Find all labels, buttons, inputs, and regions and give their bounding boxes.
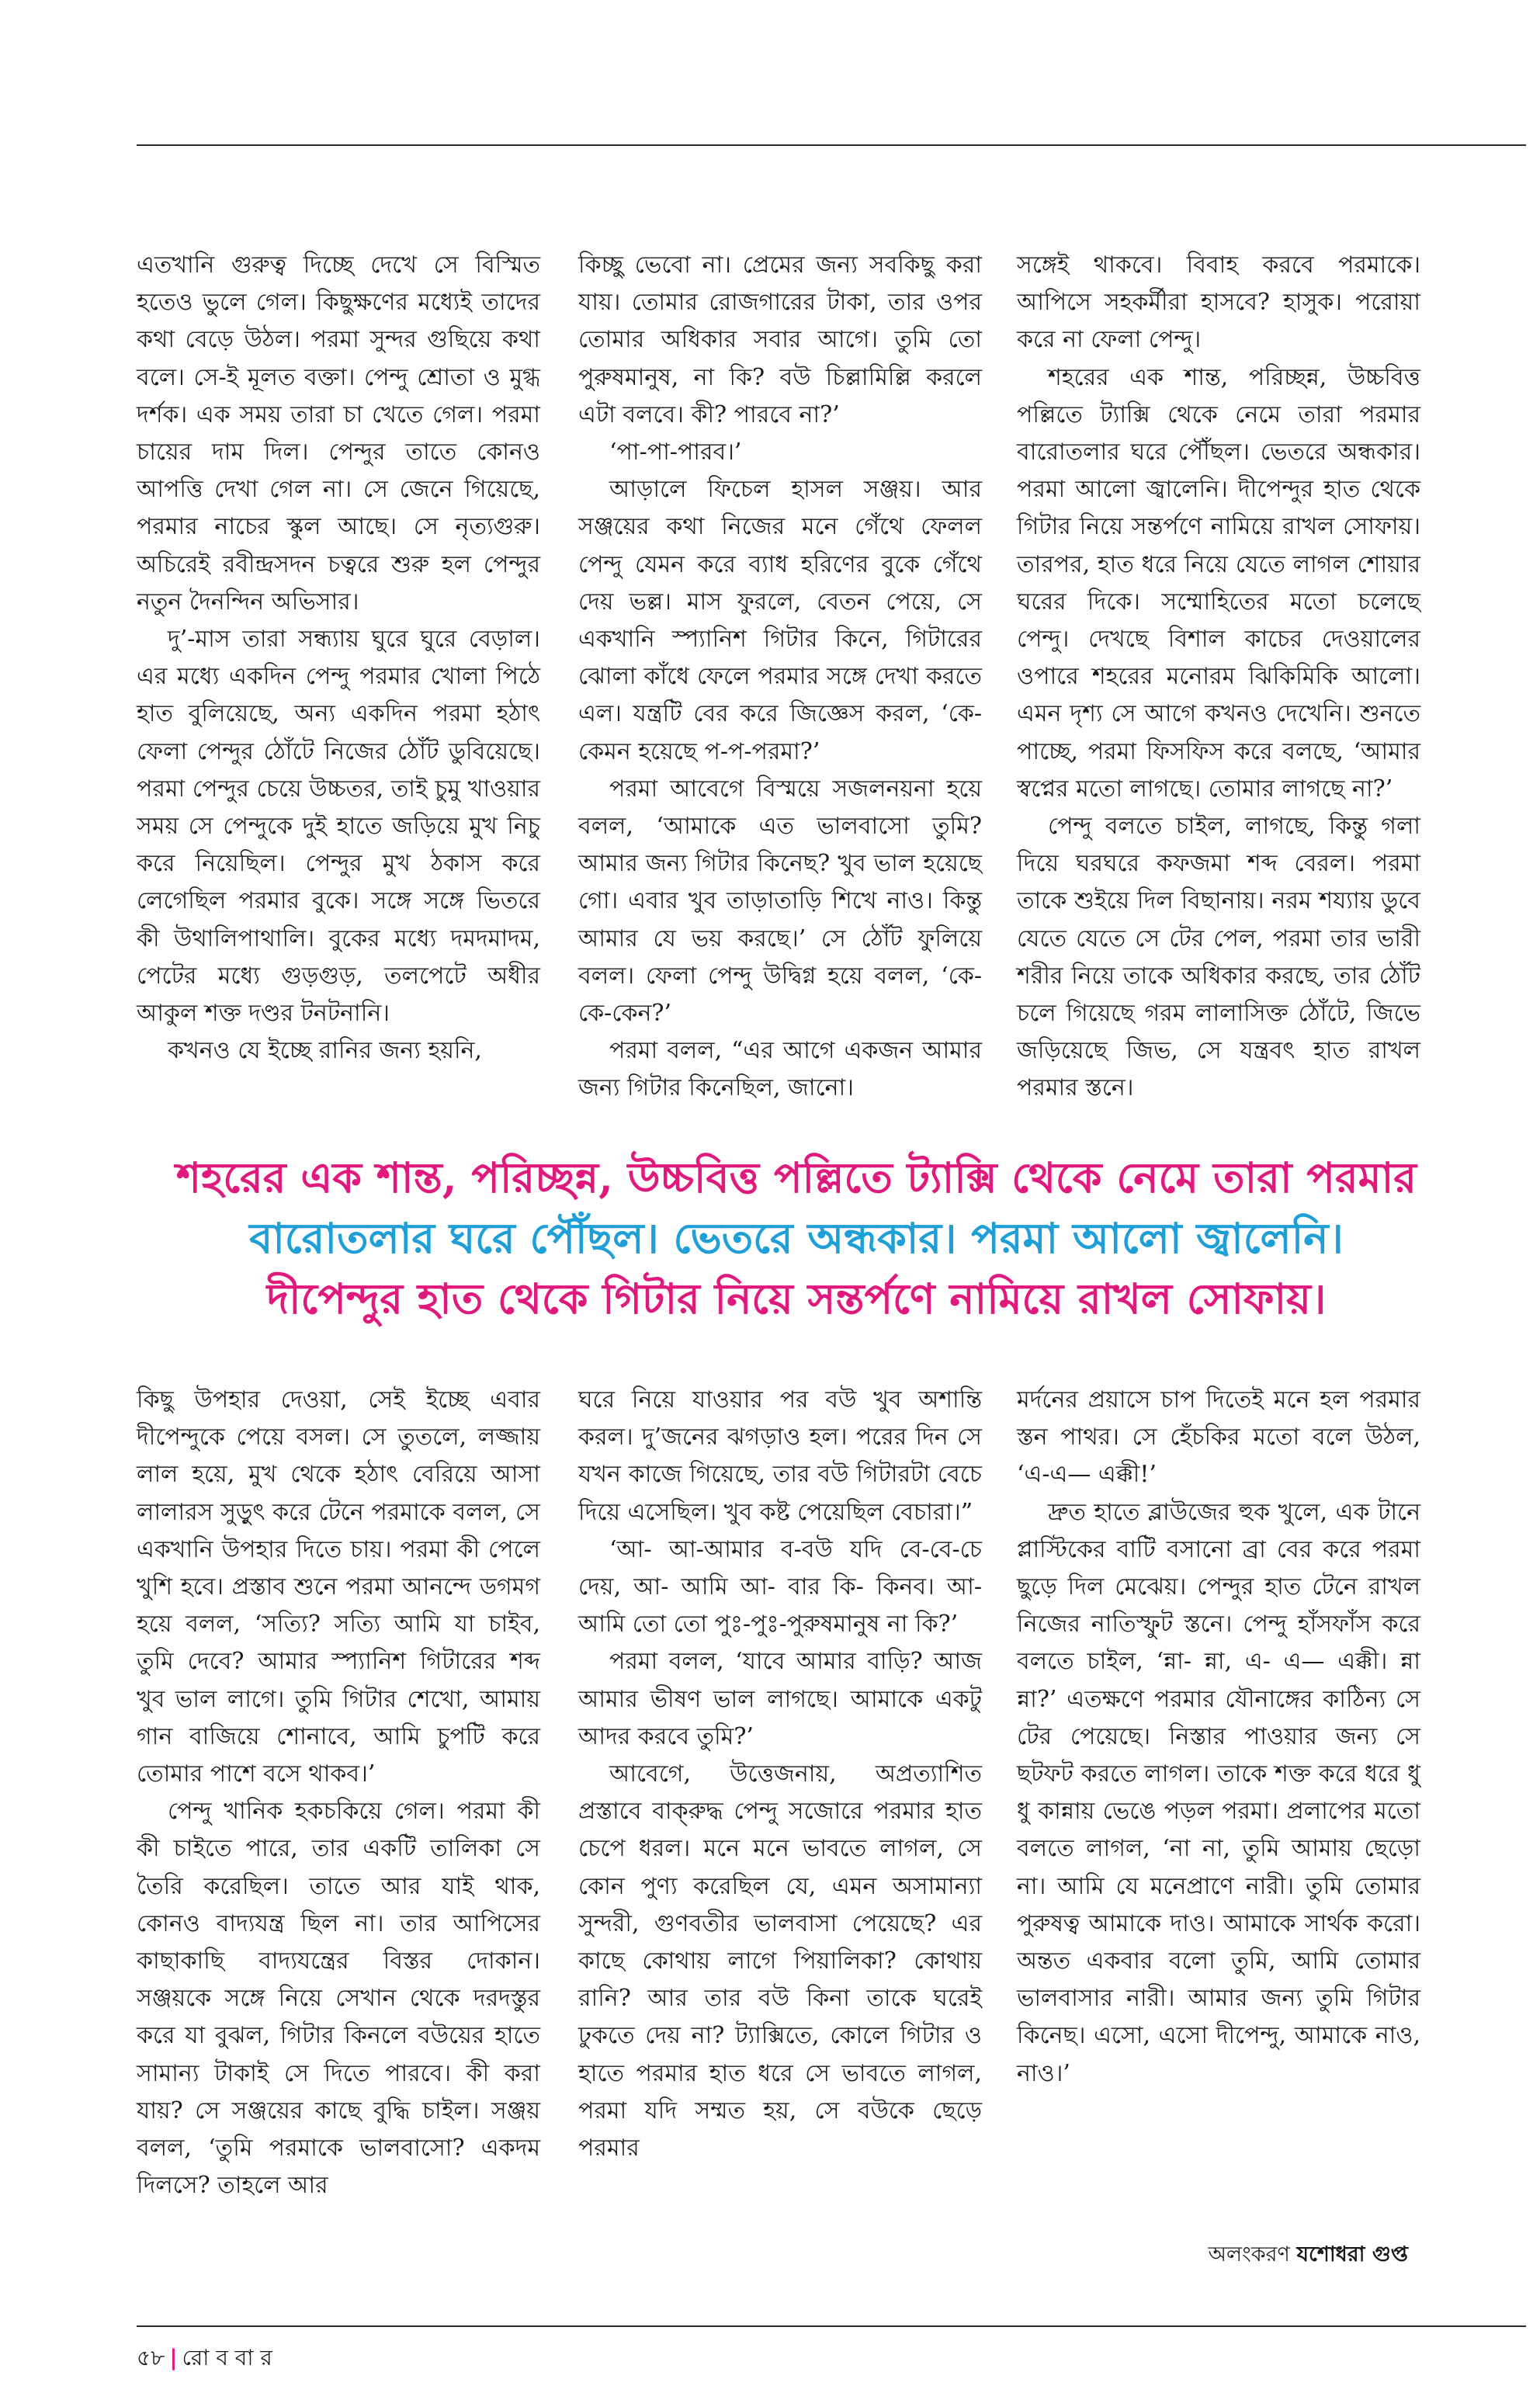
bottom-rule (137, 2325, 1526, 2327)
paragraph: পরমা আবেগে বিস্ময়ে সজলনয়না হয়ে বলল, ‘আমাকে এত ভালবাসো তুমি? আমার জন্য গিটার কিনেছ? খুব ভাল হয়েছে গো। এবার খুব তাড়াতাড়ি শিখে নাও। কিন্তু আমার যে ভয় করছে।’ সে ঠোঁট ফুলিয়ে বলল। ফেলা পেন্দু উদ্বিগ্ন হয়ে বলল, ‘কে-কে-কেন?’ (578, 775, 982, 1028)
illustration-credit (1209, 2239, 1408, 2273)
paragraph: পরমা বলল, ‘যাবে আমার বাড়ি? আজ আমার ভীষণ ভাল লাগছে। আমাকে একটু আদর করবে তুমি?’ (578, 1648, 982, 1750)
article-column-top-left (137, 247, 540, 1139)
paragraph: কখনও যে ইচ্ছে রানির জন্য হয়নি, (168, 1037, 482, 1065)
pull-quote-line-3: দীপেন্দুর হাত থেকে গিটার নিয়ে সন্তর্পণে নামিয়ে রাখল সোফায়। (266, 1274, 1327, 1323)
top-rule (137, 144, 1526, 146)
paragraph: আড়ালে ফিচেল হাসল সঞ্জয়। আর সঞ্জয়ের কথা নিজের মনে গেঁথে ফেলল পেন্দু যেমন করে ব্যাধ হরিণের বুকে গেঁথে দেয় ভল্ল। মাস ফুরলে, বেতন পেয়ে, সে একখানি স্প্যানিশ গিটার কিনে, গিটারের ঝোলা কাঁধে ফেলে পরমার সঙ্গে দেখা করতে এল। যন্ত্রটি বের করে জিজ্ঞেস করল, ‘কে- কেমন হয়েছে প-প-পরমা?’ (578, 476, 982, 765)
pull-quote (137, 1147, 1456, 1329)
pull-quote-line-2: বারোতলার ঘরে পৌঁছল। ভেতরে অন্ধকার। পরমা আলো জ্বালেনি। (249, 1213, 1344, 1263)
paragraph: কিছু উপহার দেওয়া, সেই ইচ্ছে এবার দীপেন্দুকে পেয়ে বসল। সে তুতলে, লজ্জায় লাল হয়ে, মুখ থেকে হঠাৎ বেরিয়ে আসা লালারস সুড়ুৎ করে টেনে পরমাকে বলল, সে একখানি উপহার দিতে চায়। পরমা কী পেলে খুশি হবে। প্রস্তাব শুনে পরমা আনন্দে ডগমগ হয়ে বলল, ‘সত্যি? সত্যি আমি যা চাইব, তুমি দেবে? আমার স্প্যানিশ গিটারের শব্দ খুব ভাল লাগে। তুমি গিটার শেখো, আমায় গান বাজিয়ে শোনাবে, আমি চুপটি করে তোমার পাশে বসে থাকব।’ (137, 1386, 540, 1788)
article-column-bottom-middle (578, 1382, 982, 2243)
paragraph: ‘আ- আ-আমার ব-বউ যদি বে-বে-চে দেয়, আ- আমি আ- বার কি- কিনব। আ- আমি তো তো পুঃ-পুঃ-পুরুষমানুষ না কি?’ (578, 1535, 982, 1639)
magazine-name: রো ব বা র (182, 2345, 272, 2370)
paragraph: কিচ্ছু ভেবো না। প্রেমের জন্য সবকিছু করা যায়। তোমার রোজগারের টাকা, তার ওপর তোমার অধিকার সবার আগে। তুমি তো পুরুষমানুষ, না কি? বউ চিল্লামিল্লি করলে এটা বলবে। কী? পারবে না?’ (578, 251, 982, 428)
paragraph: মর্দনের প্রয়াসে চাপ দিতেই মনে হল পরমার স্তন পাথর। সে হেঁচকির মতো বলে উঠল, ‘এ-এ— এক্কী!’ (1017, 1386, 1420, 1489)
page-number: ৫৮ (137, 2345, 165, 2370)
article-column-top-right (1017, 247, 1420, 1139)
paragraph: দু’-মাস তারা সন্ধ্যায় ঘুরে ঘুরে বেড়াল। এর মধ্যে একদিন পেন্দু পরমার খোলা পিঠে হাত বুলিয়েছে, অন্য একদিন পরমা হঠাৎ ফেলা পেন্দুর ঠোঁটে নিজের ঠোঁট ডুবিয়েছে। পরমা পেন্দুর চেয়ে উচ্চতর, তাই চুমু খাওয়ার সময় সে পেন্দুকে দুই হাতে জড়িয়ে মুখ নিচু করে নিয়েছিল। পেন্দুর মুখ ঠকাস করে লেগেছিল পরমার বুকে। সঙ্গে সঙ্গে ভিতরে কী উথালিপাথালি। বুকের মধ্যে দমদমাদম, পেটের মধ্যে গুড়গুড়, তলপেটে অধীর আকুল শক্ত দণ্ডর টনটনানি। (137, 626, 540, 1028)
paragraph: শহরের এক শান্ত, পরিচ্ছন্ন, উচ্চবিত্ত পল্লিতে ট্যাক্সি থেকে নেমে তারা পরমার বারোতলার ঘরে পৌঁছল। ভেতরে অন্ধকার। পরমা আলো জ্বালেনি। দীপেন্দুর হাত থেকে গিটার নিয়ে সন্তর্পণে নামিয়ে রাখল সোফায়। তারপর, হাত ধরে নিয়ে যেতে লাগল শোয়ার ঘরের দিকে। সম্মোহিতের মতো চলেছে পেন্দু। দেখছে বিশাল কাচের দেওয়ালের ওপারে শহরের মনোরম ঝিকিমিকি আলো। এমন দৃশ্য সে আগে কখনও দেখেনি। শুনতে পাচ্ছে, পরমা ফিসফিস করে বলছে, ‘আমার স্বপ্নের মতো লাগছে। তোমার লাগছে না?’ (1017, 363, 1420, 803)
credit-name: যশোধরা গুপ্ত (1296, 2242, 1408, 2266)
pull-quote-line-1: শহরের এক শান্ত, পরিচ্ছন্ন, উচ্চবিত্ত পল্লিতে ট্যাক্সি থেকে নেমে তারা পরমার (176, 1153, 1417, 1202)
paragraph: ‘পা-পা-পারব।’ (609, 439, 742, 466)
credit-label: অলংকরণ (1208, 2242, 1290, 2266)
article-column-bottom-right (1017, 1382, 1420, 2243)
paragraph: আবেগে, উত্তেজনায়, অপ্রত্যাশিত প্রস্তাবে বাক্‌রুদ্ধ পেন্দু সজোরে পরমার হাত চেপে ধরল। মনে মনে ভাবতে লাগল, সে কোন পুণ্য করেছিল যে, এমন অসামান্যা সুন্দরী, গুণবতীর ভালবাসা পেয়েছে? এর কাছে কোথায় লাগে পিয়ালিকা? কোথায় রানি? আর তার বউ কিনা তাকে ঘরেই ঢুকতে দেয় না? ট্যাক্সিতে, কোলে গিটার ও হাতে পরমার হাত ধরে সে ভাবতে লাগল, পরমা যদি সম্মত হয়, সে বউকে ছেড়ে পরমার (578, 1760, 982, 2162)
paragraph: পেন্দু বলতে চাইল, লাগছে, কিন্তু গলা দিয়ে ঘরঘরে কফজমা শব্দ বেরল। পরমা তাকে শুইয়ে দিল বিছানায়। নরম শয্যায় ডুবে যেতে যেতে সে টের পেল, পরমা তার ভারী শরীর নিয়ে তাকে অধিকার করছে, তার ঠোঁট চলে গিয়েছে গরম লালাসিক্ত ঠোঁটে, জিভে জড়িয়েছে জিভ, সে যন্ত্রবৎ হাত রাখল পরমার স্তনে। (1017, 813, 1420, 1102)
paragraph: এতখানি গুরুত্ব দিচ্ছে দেখে সে বিস্মিত হতেও ভুলে গেল। কিছুক্ষণের মধ্যেই তাদের কথা বেড়ে উঠল। পরমা সুন্দর গুছিয়ে কথা বলে। সে-ই মূলত বক্তা। পেন্দু শ্রোতা ও মুগ্ধ দর্শক। এক সময় তারা চা খেতে গেল। পরমা চায়ের দাম দিল। পেন্দুর তাতে কোনও আপত্তি দেখা গেল না। সে জেনে গিয়েছে, পরমার নাচের স্কুল আছে। সে নৃত্যগুরু। অচিরেই রবীন্দ্রসদন চত্বরে শুরু হল পেন্দুর নতুন দৈনন্দিন অভিসার। (137, 251, 540, 616)
paragraph: ঘরে নিয়ে যাওয়ার পর বউ খুব অশান্তি করল। দু’জনের ঝগড়াও হল। পরের দিন সে যখন কাজে গিয়েছে, তার বউ গিটারটা বেচে দিয়ে এসেছিল। খুব কষ্ট পেয়েছিল বেচারা।” (578, 1386, 982, 1526)
folio (137, 2341, 272, 2377)
folio-separator: | (169, 2345, 178, 2370)
paragraph: পরমা বলল, “এর আগে একজন আমার জন্য গিটার কিনেছিল, জানো। (578, 1037, 982, 1102)
article-column-top-middle (578, 247, 982, 1139)
article-column-bottom-left (137, 1382, 540, 2243)
paragraph: পেন্দু খানিক হকচকিয়ে গেল। পরমা কী কী চাইতে পারে, তার একটি তালিকা সে তৈরি করেছিল। তাতে আর যাই থাক, কোনও বাদ্যযন্ত্র ছিল না। তার আপিসের কাছাকাছি বাদ্যযন্ত্রের বিস্তর দোকান। সঞ্জয়কে সঙ্গে নিয়ে সেখান থেকে দরদস্তুর করে যা বুঝল, গিটার কিনলে বউয়ের হাতে সামান্য টাকাই সে দিতে পারবে। কী করা যায়? সে সঞ্জয়ের কাছে বুদ্ধি চাইল। সঞ্জয় বলল, ‘তুমি পরমাকে ভালবাসো? একদম দিলসে? তাহলে আর (137, 1798, 540, 2200)
paragraph: দ্রুত হাতে ব্লাউজের হুক খুলে, এক টানে প্লাস্টিকের বাটি বসানো ব্রা বের করে পরমা ছুড়ে দিল মেঝেয়। পেন্দুর হাত টেনে রাখল নিজের নাতিস্ফুট স্তনে। পেন্দু হাঁসফাঁস করে বলতে চাইল, ‘ন্না- ন্না, এ- এ— এক্কী। ন্না ন্না?’ এতক্ষণে পরমার যৌনাঙ্গের কাঠিন্য সে টের পেয়েছে। নিস্তার পাওয়ার জন্য সে ছটফট করতে লাগল। তাকে শক্ত করে ধরে ধু ধু কান্নায় ভেঙে পড়ল পরমা। প্রলাপের মতো বলতে লাগল, ‘না না, তুমি আমায় ছেড়ো না। আমি যে মনেপ্রাণে নারী। তুমি তোমার পুরুষত্ব আমাকে দাও। আমাকে সার্থক করো। অন্তত একবার বলো তুমি, আমি তোমার ভালবাসার নারী। আমার জন্য তুমি গিটার কিনেছ। এসো, এসো দীপেন্দু, আমাকে নাও, নাও।’ (1017, 1498, 1420, 2087)
paragraph: সঙ্গেই থাকবে। বিবাহ করবে পরমাকে। আপিসে সহকর্মীরা হাসবে? হাসুক। পরোয়া করে না ফেলা পেন্দু। (1017, 251, 1420, 354)
